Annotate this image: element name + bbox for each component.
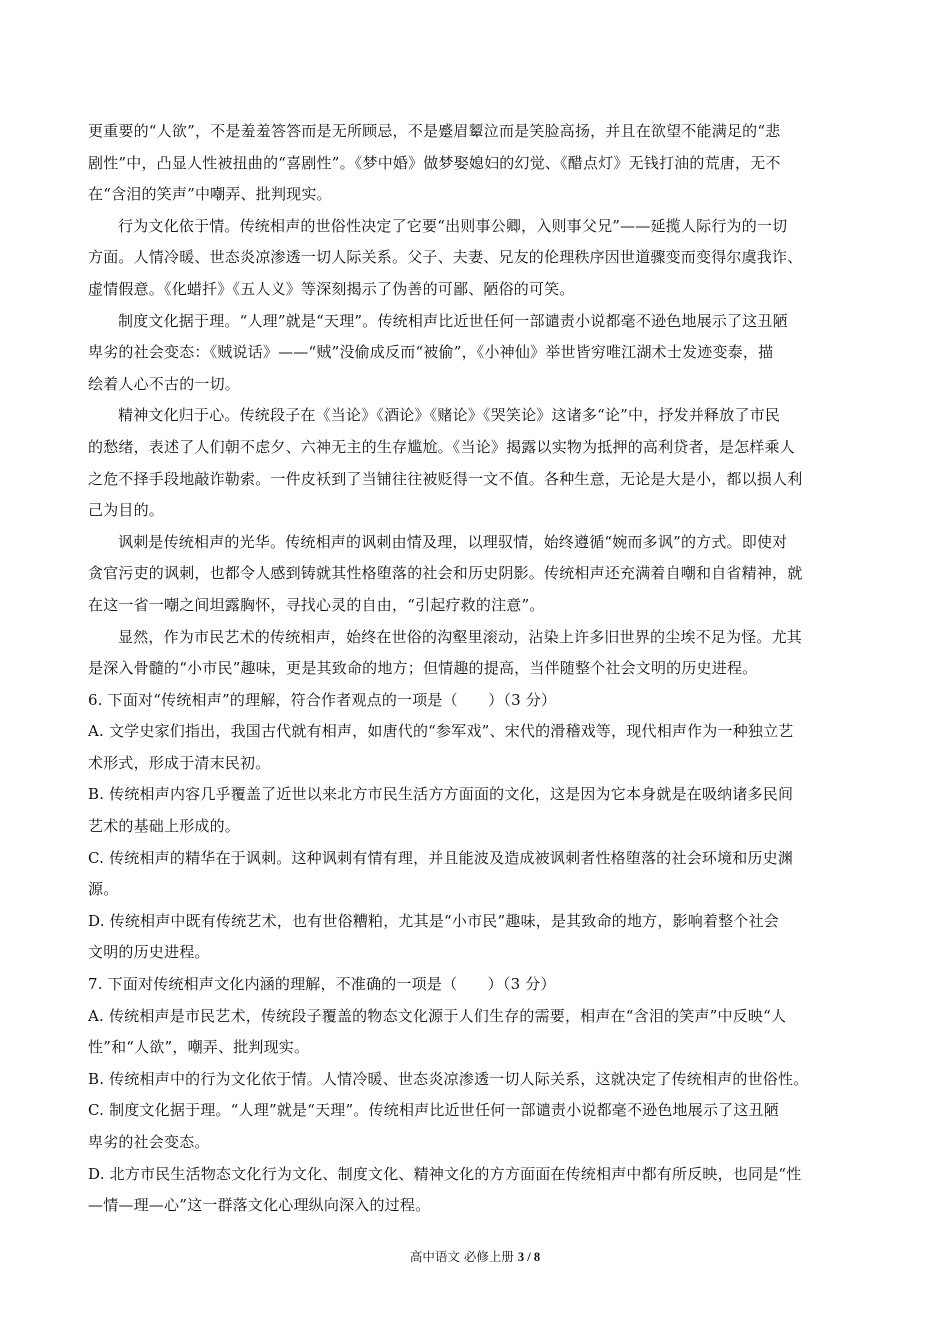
page-footer (0, 1247, 950, 1265)
question-7-stem: 7. 下面对传统相声文化内涵的理解，不准确的一项是（ ）（3 分） (88, 975, 556, 994)
text-line: 虚情假意。《化蜡扦》《五人义》等深刻揭示了伪善的可鄙、陋俗的可笑。 (88, 279, 575, 298)
text-line: 方面。人情冷暖、世态炎凉渗透一切人际关系。父子、夫妻、兄友的伦理秩序因世道骤变而变得尔虞我诈、 (88, 248, 803, 267)
footer-label: 高中语文 必修上册 (409, 1249, 518, 1264)
text-line: 卑劣的社会变态：《贼说话》——“贼”没偷成反而“被偷”，《小神仙》举世皆穷唯江湖术士发迹变泰，描 (88, 343, 774, 362)
text-line: 在“含泪的笑声”中嘲弄、批判现实。 (88, 185, 332, 204)
text-line: 艺术的基础上形成的。 (88, 817, 241, 836)
paragraph-start: 讽刺是传统相声的光华。传统相声的讽刺由情及理，以理驭情，始终遵循“婉而多讽”的方式。即使对 (118, 532, 788, 551)
page-number: 3 / 8 (517, 1250, 541, 1264)
text-line: 文明的历史进程。 (88, 943, 210, 962)
question-7-option-c: C. 制度文化据于理。“人理”就是“天理”。传统相声比近世任何一部谴责小说都毫不逊色地展示了这丑陋 (88, 1101, 779, 1120)
question-7-option-d: D. 北方市民生活物态文化行为文化、制度文化、精神文化的方方面面在传统相声中都有所反映，也同是“性 (88, 1164, 802, 1183)
text-line: —情—理—心”这一群落文化心理纵向深入的过程。 (88, 1196, 431, 1215)
text-line: 绘着人心不古的一切。 (88, 374, 241, 393)
text-line: 的愁绪，表述了人们朝不虑夕、六神无主的生存尴尬。《当论》揭露以实物为抵押的高利贷者，是怎样乘人 (88, 437, 795, 456)
text-line: 剧性”中，凸显人性被扭曲的“喜剧性”。《梦中婚》做梦娶媳妇的幻觉、《醋点灯》无钱打油的荒唐，无不 (88, 153, 781, 172)
question-7-option-a: A. 传统相声是市民艺术，传统段子覆盖的物态文化源于人们生存的需要，相声在“含泪的笑声”中反映“人 (88, 1006, 787, 1025)
text-line: 更重要的“人欲”，不是羞羞答答而是无所顾忌，不是蹙眉颦泣而是笑脸高扬，并且在欲望不能满足的“悲 (88, 122, 781, 140)
paragraph-start: 行为文化依于情。传统相声的世俗性决定了它要“出则事公卿，入则事父兄”——延揽人际行为的一切 (118, 216, 788, 235)
text-line: 性”和“人欲”，嘲弄、批判现实。 (88, 1038, 310, 1057)
question-6-option-c: C. 传统相声的精华在于讽刺。这种讽刺有情有理，并且能波及造成被讽刺者性格堕落的社会环境和历史渊 (88, 848, 794, 867)
text-line: 源。 (88, 880, 119, 899)
text-line: 在这一省一嘲之间坦露胸怀，寻找心灵的自由，“引起疗救的注意”。 (88, 595, 545, 614)
question-6-option-a: A. 文学史家们指出，我国古代就有相声，如唐代的“参军戏”、宋代的滑稽戏等，现代相声作为一种独立艺 (88, 722, 794, 741)
paragraph-start: 制度文化据于理。“人理”就是“天理”。传统相声比近世任何一部谴责小说都毫不逊色地展示了这丑陋 (118, 311, 788, 330)
document-body (88, 116, 866, 1222)
text-line: 术形式，形成于清末民初。 (88, 753, 271, 772)
question-6-option-b: B. 传统相声内容几乎覆盖了近世以来北方市民生活方方面面的文化，这是因为它本身就是在吸纳诸多民间 (88, 785, 794, 804)
text-line: 贪官污吏的讽刺，也都令人感到铸就其性格堕落的社会和历史阴影。传统相声还充满着自嘲和自省精神，就 (88, 564, 803, 583)
text-line: 之危不择手段地敲诈勒索。一件皮袄到了当铺往往被贬得一文不值。各种生意，无论是大是小，都以损人利 (88, 469, 803, 488)
text-line: 己为目的。 (88, 501, 165, 520)
question-6-stem: 6. 下面对“传统相声”的理解，符合作者观点的一项是（ ）（3 分） (88, 690, 557, 709)
text-line: 是深入骨髓的“小市民”趣味，更是其致命的地方；但情趣的提高，当伴随整个社会文明的历史进程。 (88, 659, 758, 678)
paragraph-start: 精神文化归于心。传统段子在《当论》《酒论》《赌论》《哭笑论》这诸多“论”中，抒发并释放了市民 (118, 406, 781, 425)
question-6-option-d: D. 传统相声中既有传统艺术，也有世俗糟粕，尤其是“小市民”趣味，是其致命的地方，影响着整个社会 (88, 911, 779, 930)
question-7-option-b: B. 传统相声中的行为文化依于情。人情冷暖、世态炎凉渗透一切人际关系，这就决定了传统相声的世俗性。 (88, 1069, 809, 1088)
paragraph-start: 显然，作为市民艺术的传统相声，始终在世俗的沟壑里滚动，沾染上许多旧世界的尘埃不足为怪。尤其 (118, 627, 803, 646)
text-line: 卑劣的社会变态。 (88, 1133, 210, 1151)
